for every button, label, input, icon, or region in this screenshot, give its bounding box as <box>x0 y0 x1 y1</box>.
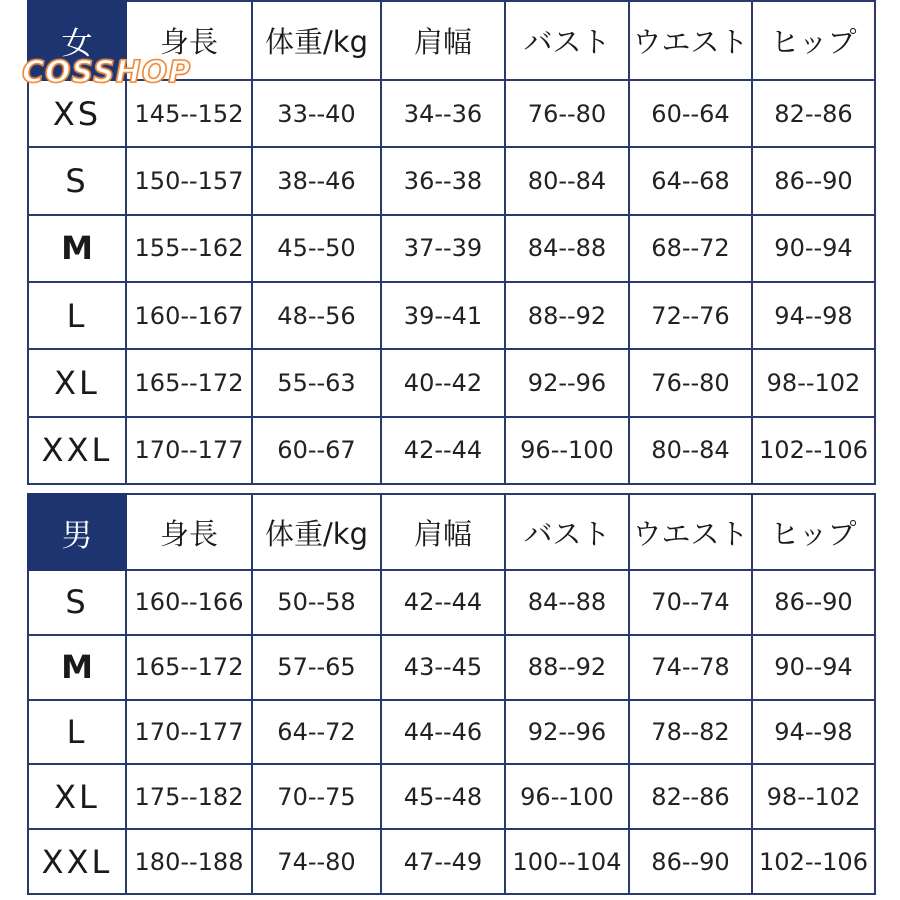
height-cell: 170--177 <box>126 700 252 765</box>
waist-cell: 72--76 <box>629 282 752 349</box>
waist-cell: 86--90 <box>629 829 752 894</box>
bust-header: バスト <box>505 494 629 570</box>
bust-cell: 80--84 <box>505 147 629 214</box>
hip-cell: 102--106 <box>752 417 875 484</box>
weight-cell: 57--65 <box>252 635 381 700</box>
bust-cell: 84--88 <box>505 215 629 282</box>
size-label: XXL <box>28 417 126 484</box>
height-cell: 175--182 <box>126 764 252 829</box>
waist-cell: 78--82 <box>629 700 752 765</box>
shoulder-cell: 42--44 <box>381 570 505 635</box>
shoulder-cell: 45--48 <box>381 764 505 829</box>
bust-cell: 76--80 <box>505 80 629 147</box>
height-cell: 170--177 <box>126 417 252 484</box>
table-row <box>28 282 875 349</box>
weight-cell: 55--63 <box>252 349 381 416</box>
table-row <box>28 700 875 765</box>
men-size-table <box>27 493 876 895</box>
height-header: 身長 <box>126 1 252 80</box>
size-label: XL <box>28 349 126 416</box>
size-label: XXL <box>28 829 126 894</box>
bust-cell: 96--100 <box>505 417 629 484</box>
hip-cell: 90--94 <box>752 635 875 700</box>
weight-cell: 38--46 <box>252 147 381 214</box>
table-row <box>28 635 875 700</box>
bust-cell: 92--96 <box>505 349 629 416</box>
size-label: M <box>28 215 126 282</box>
size-label: M <box>28 635 126 700</box>
hip-cell: 82--86 <box>752 80 875 147</box>
table-row <box>28 349 875 416</box>
bust-cell: 96--100 <box>505 764 629 829</box>
shoulder-cell: 44--46 <box>381 700 505 765</box>
bust-cell: 100--104 <box>505 829 629 894</box>
weight-header: 体重/kg <box>252 494 381 570</box>
size-label: L <box>28 282 126 349</box>
waist-cell: 64--68 <box>629 147 752 214</box>
size-label: XL <box>28 764 126 829</box>
weight-cell: 48--56 <box>252 282 381 349</box>
hip-cell: 98--102 <box>752 349 875 416</box>
shoulder-cell: 36--38 <box>381 147 505 214</box>
hip-cell: 90--94 <box>752 215 875 282</box>
waist-cell: 74--78 <box>629 635 752 700</box>
waist-header: ウエスト <box>629 1 752 80</box>
shoulder-cell: 47--49 <box>381 829 505 894</box>
waist-cell: 60--64 <box>629 80 752 147</box>
weight-cell: 70--75 <box>252 764 381 829</box>
men-gender-label: 男 <box>28 494 126 570</box>
shoulder-cell: 43--45 <box>381 635 505 700</box>
table-row <box>28 829 875 894</box>
hip-cell: 86--90 <box>752 570 875 635</box>
weight-cell: 74--80 <box>252 829 381 894</box>
hip-header: ヒップ <box>752 1 875 80</box>
hip-cell: 86--90 <box>752 147 875 214</box>
size-label: L <box>28 700 126 765</box>
hip-cell: 94--98 <box>752 700 875 765</box>
table-header-row <box>28 1 875 80</box>
bust-header: バスト <box>505 1 629 80</box>
height-cell: 160--167 <box>126 282 252 349</box>
height-cell: 180--188 <box>126 829 252 894</box>
waist-cell: 82--86 <box>629 764 752 829</box>
waist-header: ウエスト <box>629 494 752 570</box>
table-row <box>28 570 875 635</box>
table-header-row <box>28 494 875 570</box>
weight-cell: 33--40 <box>252 80 381 147</box>
waist-cell: 80--84 <box>629 417 752 484</box>
weight-cell: 60--67 <box>252 417 381 484</box>
bust-cell: 88--92 <box>505 282 629 349</box>
table-row <box>28 80 875 147</box>
size-label: S <box>28 147 126 214</box>
table-row <box>28 147 875 214</box>
height-cell: 160--166 <box>126 570 252 635</box>
hip-cell: 94--98 <box>752 282 875 349</box>
shoulder-header: 肩幅 <box>381 1 505 80</box>
women-gender-label: 女 <box>28 1 126 80</box>
height-header: 身長 <box>126 494 252 570</box>
weight-header: 体重/kg <box>252 1 381 80</box>
bust-cell: 88--92 <box>505 635 629 700</box>
shoulder-cell: 34--36 <box>381 80 505 147</box>
height-cell: 155--162 <box>126 215 252 282</box>
height-cell: 150--157 <box>126 147 252 214</box>
table-row <box>28 764 875 829</box>
height-cell: 165--172 <box>126 349 252 416</box>
waist-cell: 68--72 <box>629 215 752 282</box>
size-label: S <box>28 570 126 635</box>
shoulder-header: 肩幅 <box>381 494 505 570</box>
shop-watermark-logo: COSSHOP <box>22 55 192 90</box>
height-cell: 165--172 <box>126 635 252 700</box>
shoulder-cell: 40--42 <box>381 349 505 416</box>
shoulder-cell: 37--39 <box>381 215 505 282</box>
shoulder-cell: 42--44 <box>381 417 505 484</box>
bust-cell: 92--96 <box>505 700 629 765</box>
hip-cell: 102--106 <box>752 829 875 894</box>
waist-cell: 70--74 <box>629 570 752 635</box>
hip-header: ヒップ <box>752 494 875 570</box>
weight-cell: 50--58 <box>252 570 381 635</box>
height-cell: 145--152 <box>126 80 252 147</box>
table-row <box>28 215 875 282</box>
waist-cell: 76--80 <box>629 349 752 416</box>
bust-cell: 84--88 <box>505 570 629 635</box>
shoulder-cell: 39--41 <box>381 282 505 349</box>
weight-cell: 45--50 <box>252 215 381 282</box>
hip-cell: 98--102 <box>752 764 875 829</box>
women-size-table <box>27 0 876 485</box>
size-label: XS <box>28 80 126 147</box>
table-row <box>28 417 875 484</box>
weight-cell: 64--72 <box>252 700 381 765</box>
